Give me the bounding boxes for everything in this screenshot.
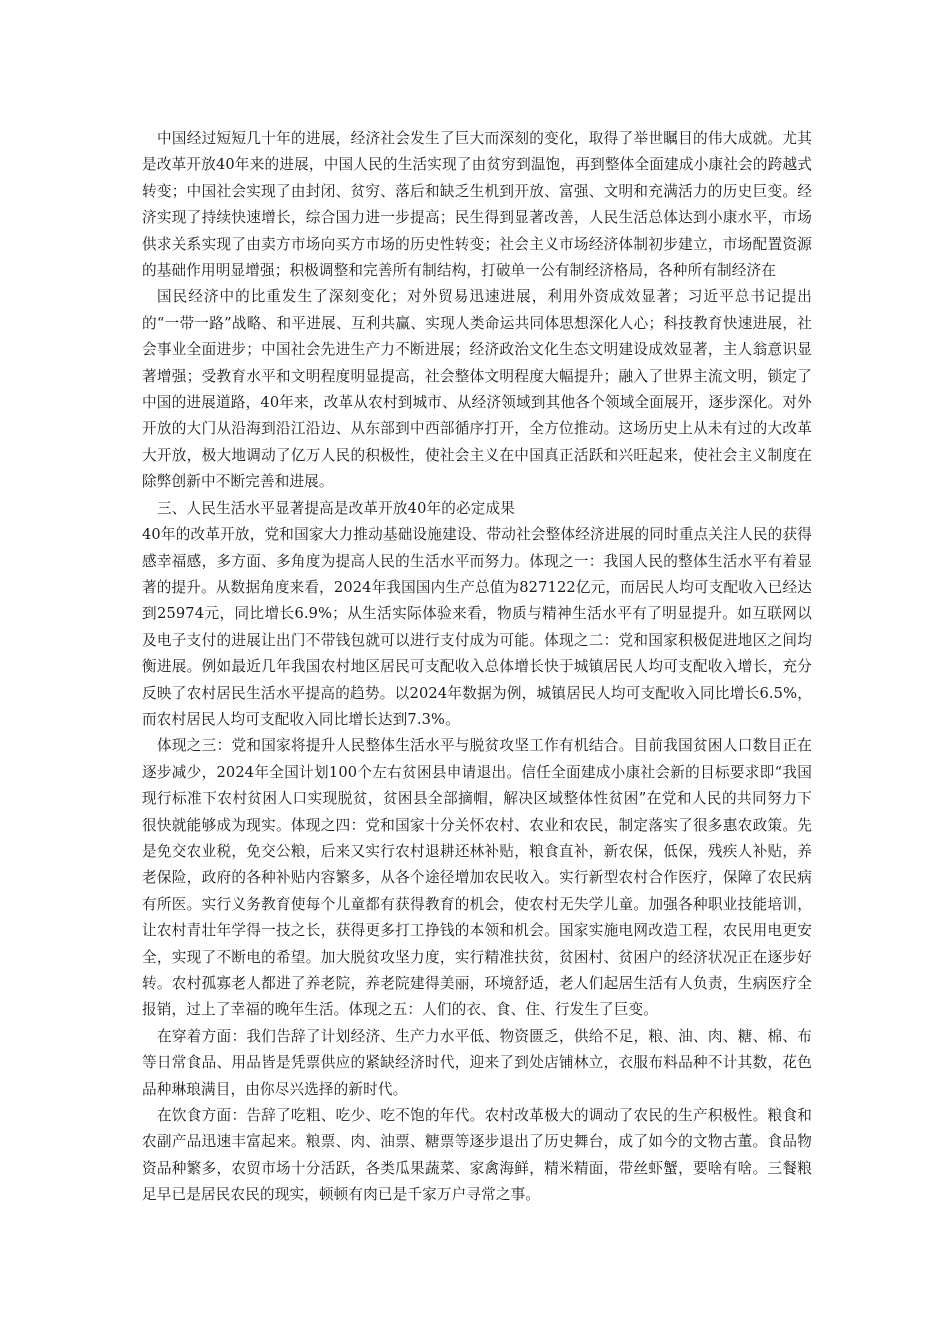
- paragraph-living-standards: 40年的改革开放，党和国家大力推动基础设施建设、带动社会整体经济进展的同时重点关注人民的获得感幸福感，多方面、多角度为提高人民的生活水平而努力。体现之一：我国人民的整体生活水平有着显著的提升。从数据角度来看，2024年我国国内生产总值为827122亿元，而居民人均可支配收入已经达到25974元，同比增长6.9%；从生活实际体验来看，物质与精神生活水平有了明显提升。如互联网以及电子支付的进展让出门不带钱包就可以进行支付成为可能。体现之二：党和国家积极促进地区之间均衡进展。例如最近几年我国农村地区居民可支配收入总体增长快于城镇居民人均可支配收入增长，充分反映了农村居民生活水平提高的趋势。以2024年数据为例，城镇居民人均可支配收入同比增长6.5%，而农村居民人均可支配收入同比增长达到7.3%。: [142, 526, 812, 728]
- paragraph-national-economy: 国民经济中的比重发生了深刻变化；对外贸易迅速进展，利用外资成效显著；习近平总书记提出的“一带一路”战略、和平进展、互利共赢、实现人类命运共同体思想深化人心；科技教育快速进展，社会事业全面进步；中国社会先进生产力不断进展；经济政治文化生态文明建设成效显著，主人翁意识显著增强；受教育水平和文明程度明显提高，社会整体文明程度大幅提升；融入了世界主流文明，锁定了中国的进展道路，40年来，改革从农村到城市、从经济领域到其他各个领域全面展开，逐步深化。对外开放的大门从沿海到沿江沿边、从东部到中西部循序打开，全方位推动。这场历史上从未有过的大改革大开放，极大地调动了亿万人民的积极性，使社会主义在中国真正活跃和兴旺起来，使社会主义制度在除弊创新中不断完善和进展。: [142, 288, 812, 491]
- document-page: [142, 126, 812, 1209]
- section-heading: 三、人民生活水平显著提高是改革开放40年的必定成果: [157, 499, 515, 517]
- paragraph-food: 在饮食方面：告辞了吃粗、吃少、吃不饱的年代。农村改革极大的调动了农民的生产积极性。粮食和农副产品迅速丰富起来。粮票、肉、油票、糖票等逐步退出了历史舞台，成了如今的文物古董。食品物资品种繁多，农贸市场十分活跃，各类瓜果蔬菜、家禽海鲜，精米精面，带丝虾蟹，要啥有啥。三餐粮足早已是居民农民的现实，顿顿有肉已是千家万户寻常之事。: [142, 1107, 812, 1204]
- paragraph-poverty-alleviation: 体现之三：党和国家将提升人民整体生活水平与脱贫攻坚工作有机结合。目前我国贫困人口数目正在逐步减少，2024年全国计划100个左右贫困县申请退出。信任全面建成小康社会新的目标要求即“我国现行标准下农村贫困人口实现脱贫，贫困县全部摘帽，解决区域整体性贫困”在党和人民的共同努力下很快就能够成为现实。体现之四：党和国家十分关怀农村、农业和农民，制定落实了很多惠农政策。先是免交农业税，免交公粮，后来又实行农村退耕还林补贴，粮食直补，新农保，低保，残疾人补贴，养老保险，政府的各种补贴内容繁多，从各个途径增加农民收入。实行新型农村合作医疗，保障了农民病有所医。实行义务教育使每个儿童都有获得教育的机会，使农村无失学儿童。加强各种职业技能培训，让农村青壮年学得一技之长，获得更多打工挣钱的本领和机会。国家实施电网改造工程，农民用电更安全，实现了不断电的希望。加大脱贫攻坚力度，实行精准扶贫，贫困村、贫困户的经济状况正在逐步好转。农村孤寡老人都进了养老院，养老院建得美丽，环境舒适，老人们起居生活有人负责，生病医疗全报销，过上了幸福的晚年生活。体现之五：人们的衣、食、住、行发生了巨变。: [142, 737, 812, 1019]
- paragraph-clothing: 在穿着方面：我们告辞了计划经济、生产力水平低、物资匮乏，供给不足，粮、油、肉、糖、棉、布等日常食品、用品皆是凭票供应的紧缺经济时代，迎来了到处店铺林立，衣服布料品种不计其数，花色品种琳琅满目，由你尽兴选择的新时代。: [142, 1027, 812, 1098]
- paragraph-intro: 中国经过短短几十年的进展，经济社会发生了巨大而深刻的变化，取得了举世瞩目的伟大成就。尤其是改革开放40年来的进展，中国人民的生活实现了由贫穷到温饱，再到整体全面建成小康社会的跨越式转变；中国社会实现了由封闭、贫穷、落后和缺乏生机到开放、富强、文明和充满活力的历史巨变。经济实现了持续快速增长，综合国力进一步提高；民生得到显著改善，人民生活总体达到小康水平，市场供求关系实现了由卖方市场向买方市场的历史性转变；社会主义市场经济体制初步建立，市场配置资源的基础作用明显增强；积极调整和完善所有制结构，打破单一公有制经济格局，各种所有制经济在: [142, 130, 812, 280]
